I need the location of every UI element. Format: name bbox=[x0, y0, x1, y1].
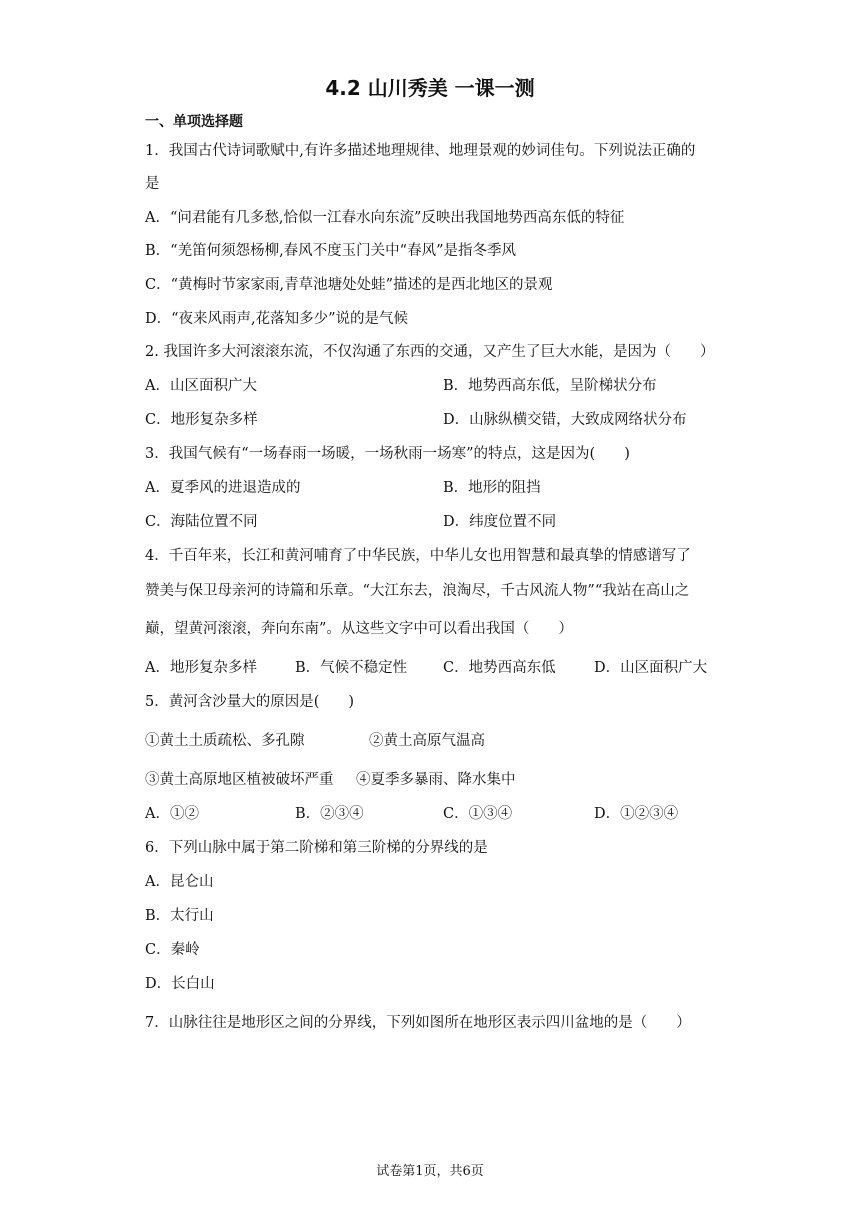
question-1-option-c: C．“黄梅时节家家雨,青草池塘处处蛙”描述的是西北地区的景观 bbox=[145, 277, 553, 293]
question-5-option-d: D．①②③④ bbox=[594, 806, 679, 822]
question-4-option-a: A．地形复杂多样 bbox=[145, 660, 257, 676]
question-4-option-b: B．气候不稳定性 bbox=[295, 660, 408, 676]
question-4-stem-cont: 巅，望黄河滚滚，奔向东南”。从这些文字中可以看出我国（ ） bbox=[145, 621, 573, 637]
question-3-option-d: D．纬度位置不同 bbox=[443, 514, 557, 530]
question-6-stem: 6．下列山脉中属于第二阶梯和第三阶梯的分界线的是 bbox=[145, 840, 488, 856]
question-1-option-d: D．“夜来风雨声,花落知多少”说的是气候 bbox=[145, 311, 409, 327]
question-5-item-4: ④夏季多暴雨、降水集中 bbox=[356, 772, 516, 788]
question-5-option-b: B．②③④ bbox=[295, 806, 364, 822]
question-5-item-1: ①黄土土质疏松、多孔隙 bbox=[145, 733, 305, 749]
question-6-option-d: D．长白山 bbox=[145, 976, 215, 992]
question-5-stem: 5．黄河含沙量大的原因是( ) bbox=[145, 694, 355, 710]
question-3-option-c: C．海陆位置不同 bbox=[145, 514, 258, 530]
question-4-option-c: C．地势西高东低 bbox=[443, 660, 556, 676]
question-3-option-b: B．地形的阻挡 bbox=[443, 480, 541, 496]
question-4-option-d: D．山区面积广大 bbox=[594, 660, 708, 676]
section-heading: 一、单项选择题 bbox=[145, 114, 243, 130]
question-5-item-3: ③黄土高原地区植被破坏严重 bbox=[145, 772, 334, 788]
question-3-stem: 3．我国气候有“一场春雨一场暖，一场秋雨一场寒”的特点，这是因为( ) bbox=[145, 446, 630, 462]
question-7-stem: 7．山脉往往是地形区之间的分界线，下列如图所在地形区表示四川盆地的是（ ） bbox=[145, 1015, 691, 1031]
question-1-option-a: A．“问君能有几多愁,恰似一江春水向东流”反映出我国地势西高东低的特征 bbox=[145, 210, 625, 226]
page-footer: 试卷第1页，共6页 bbox=[376, 1164, 484, 1179]
question-5-item-2: ②黄土高原气温高 bbox=[369, 733, 485, 749]
question-6-option-c: C．秦岭 bbox=[145, 942, 200, 958]
question-6-option-b: B．太行山 bbox=[145, 908, 214, 924]
question-1-stem-cont: 是 bbox=[145, 176, 160, 192]
question-1-option-b: B．“羌笛何须怨杨柳,春风不度玉门关中“春风”是指冬季风 bbox=[145, 243, 517, 259]
question-2-option-a: A．山区面积广大 bbox=[145, 378, 257, 394]
question-4-stem: 4．千百年来，长江和黄河哺育了中华民族，中华儿女也用智慧和最真挚的情感谱写了 bbox=[145, 548, 691, 564]
question-2-option-c: C．地形复杂多样 bbox=[145, 412, 258, 428]
question-5-option-c: C．①③④ bbox=[443, 806, 513, 822]
page-title: 4.2 山川秀美 一课一测 bbox=[325, 76, 535, 100]
question-2-option-b: B．地势西高东低，呈阶梯状分布 bbox=[443, 378, 657, 394]
question-2-option-d: D．山脉纵横交错，大致成网络状分布 bbox=[443, 412, 687, 428]
question-2-stem: 2. 我国许多大河滚滚东流，不仅沟通了东西的交通，又产生了巨大水能，是因为（ ） bbox=[145, 344, 715, 360]
question-1-stem: 1．我国古代诗词歌赋中,有许多描述地理规律、地理景观的妙词佳句。下列说法正确的 bbox=[145, 143, 696, 159]
question-3-option-a: A．夏季风的进退造成的 bbox=[145, 480, 301, 496]
question-4-stem-cont: 赞美与保卫母亲河的诗篇和乐章。“大江东去，浪淘尽，千古风流人物”“我站在高山之 bbox=[145, 583, 690, 599]
question-6-option-a: A．昆仑山 bbox=[145, 874, 214, 890]
question-5-option-a: A．①② bbox=[145, 806, 199, 822]
